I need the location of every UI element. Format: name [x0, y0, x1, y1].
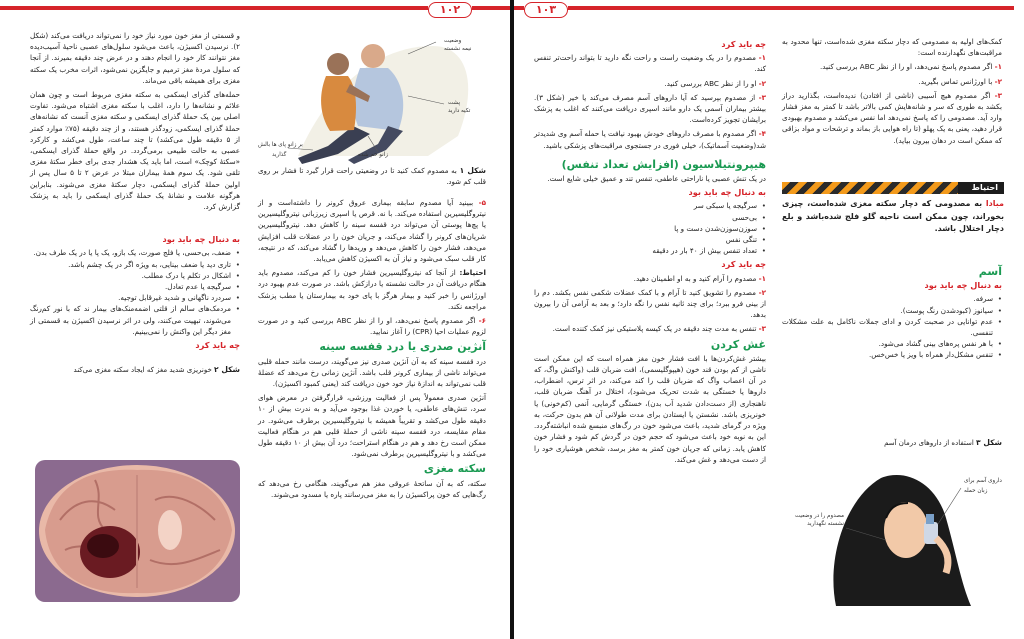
figure-3-caption-text: استفاده از داروهای درمان آسم	[884, 439, 974, 447]
step-number: ۲-	[758, 287, 766, 297]
list-item: • سرگیجه یا سبکی سر	[534, 200, 766, 211]
figure-1-label-knee-bent: زانو خم شده	[358, 152, 388, 158]
figure-3-caption	[782, 438, 1002, 449]
figure-1-label: شکل ۱	[459, 166, 486, 175]
step-text: ببینید آیا مصدوم سابقه بیماری عروق کرونر را داشته‌است و از نیتروگلیسیرین استفاده می‌کند. با نه. قرص یا اسپری زیرزبانی نیتروگلیسیرین یا پچ‌ها پوستی آن می‌تواند درد قفسه سینه را کاهش دهد. نیتروگلیسیرین شریان‌های کرونر را گشاد می‌کند، و جریان خون را در عضلات قلب افزایش می‌دهد، فشار خون را کاهش می‌دهد و وریدها را گشاد می‌کند، که در نتیجه، کار قلب سبک می‌شود و نیاز آن به اکسیژن کاهش می‌یابد.	[258, 198, 486, 264]
list-item: • مردمک‌های سالم از قلتی اضمه‌منک‌های بیمار ند که با نور کم‌رنگ می‌شوند، تبهیت می‌کنند، ولی در اثر نرسیدن اکسیژن به قسمتی از مغز دیگر این واکنش را نمی‌بینیم.	[30, 303, 240, 337]
right-page-right-column	[782, 36, 1002, 149]
figure-2-caption	[30, 365, 240, 376]
asthma-heading: آسم	[978, 265, 1002, 278]
list-item: • تاری دید یا ضعف بینایی، به ویژه اگر در یک چشم باشد.	[30, 259, 240, 270]
step-number: ۴-	[758, 129, 766, 139]
step-number: ۱-	[758, 53, 766, 63]
figure-1-label-lean: تکیه دارید	[448, 108, 471, 114]
step-text: او را از نظر ABC بررسی کنید.	[664, 78, 757, 88]
caution-title: احتیاط	[958, 182, 1004, 194]
hyperventilation-signs-list	[534, 200, 766, 256]
step-number: ۳-	[758, 324, 766, 334]
watch-heading: به دنبال چه باید بود	[924, 280, 1002, 291]
caution-lead: مبادا	[985, 199, 1004, 208]
list-item: • عدم توانایی در صحبت کردن و ادای جملات ناکامل به علت مشکلات تنفسی.	[782, 316, 1002, 338]
step	[534, 273, 766, 284]
list-item: • بی‌حسی	[534, 212, 766, 223]
left-page-left-column	[30, 30, 240, 376]
page-number: ۱۰۲	[428, 2, 472, 18]
angina-paragraph: درد قفسه سینه که به آن آنژین صدری نیز می‌گویند، درست مانند حمله قلبی می‌تواند ناشی از بیماری کرونر قلب باشد. آنژین زمانی رخ می‌دهد که عضلهٔ قلب نمی‌تواند به اندازهٔ نیاز خود خون دریافت کند (یعنی کمبود اکسیژن).	[258, 356, 486, 389]
step-text: از مصدوم بپرسید که آیا داروهای آسم مصرف می‌کند یا خیر (شکل ۳). بیشتر بیماران آسمی یک دارو مانند اسپری دریافت می‌کنند که اغلب به پزشک برایشان تجویز کرده‌است.	[534, 92, 766, 125]
caution-text: از آنجا که نیتروگلیسیرین فشار خون را کم می‌کند، مصدوم باید هنگام دریافت آن در حالت نشسته یا درازکش باشد. در صورت عدم بهبود درد اورژانس را خبر کنید و بیمار هرگز با پای خود به بیمارستان یا مطب پزشک مراجعه نکند.	[258, 268, 486, 311]
step	[782, 76, 1002, 87]
caution-stripe	[782, 182, 958, 194]
step	[534, 128, 766, 150]
step-number: ۲-	[758, 78, 766, 88]
asthma-signs-list	[782, 293, 1002, 360]
fainting-heading: غش کردن	[710, 337, 766, 351]
list-item: • سرگیجه یا عدم تعادل.	[30, 281, 240, 292]
list-item: • سیانوز (کبودشدن رنگ پوست).	[782, 305, 1002, 316]
left-page	[0, 0, 510, 639]
list-item: • سوزن‌سوزن‌شدن دست و پا	[534, 223, 766, 234]
figure-1-label-place: گذارید	[272, 152, 287, 158]
figure-3-label-sitting: مصدوم را در وضعیت نشسته نگهدارید	[794, 513, 844, 527]
step-text: با اورژانس تماس بگیرید.	[918, 76, 993, 86]
list-item: • تعداد تنفس بیش از ۴۰ بار در دقیقه	[534, 245, 766, 256]
caution-text: به مصدومی که دچار سکته مغزی شده‌است، چیزی بخوراند، چون ممکن است ناحیه گلو فلج شده‌باشد و بلع دچار اختلال باشد.	[782, 199, 1004, 233]
stroke-heading: سکته مغزی	[423, 462, 486, 476]
figure-1	[258, 26, 486, 166]
todo-heading-2: چه باید کرد	[721, 259, 766, 270]
step	[534, 78, 766, 89]
step-number: ۲-	[994, 76, 1002, 86]
step-text: اگر مصدوم پاسخ نمی‌دهد، او را از نظر ABC بررسی کنید.	[819, 62, 993, 72]
figure-3-label: شکل ۳	[976, 438, 1002, 447]
step-text: تنفس به مدت چند دقیقه در یک کیسه پلاستیکی نیز کمک کننده است.	[552, 324, 757, 334]
figure-1-caption	[258, 166, 486, 187]
step-text: مصدوم را در یک وضعیت راست و راحت نگه دارید تا بتواند راحت‌تر تنفس کند.	[534, 53, 766, 74]
step	[534, 52, 766, 74]
list-item: • اشکال در تکلم یا درک مطلب.	[30, 270, 240, 281]
figure-1-label-position: وضعیت	[444, 38, 462, 44]
list-item: • سرفه.	[782, 293, 1002, 304]
list-item: • تنفس مشکل‌دار همراه با ویز یا خس‌خس.	[782, 349, 1002, 360]
step-text: مصدوم را آرام کنید و به او اطمینان دهید.	[633, 273, 757, 283]
step-number: ۱-	[758, 273, 766, 283]
nitro-paragraph	[258, 197, 486, 264]
hyperventilation-heading: هیپرونتیلاسیون (افزایش تعداد تنفس)	[561, 157, 766, 171]
angina-paragraph-2: آنژین صدری معمولاً پس از فعالیت ورزشی، قرارگرفتن در معرض هوای سرد، تنش‌های عاطفی، یا خوردن غذا بوجود می‌آید و به ندرت بیش از ۱۰ دقیقه طول می‌کشد و تقریباً همیشه با نیتروگلیسیرین برطرف می‌شود. در مقام مقایسه، درد قفسه سینه ناشی از حملهٔ قلبی هم در هنگام فعالیت ممکن است رخ دهد و هم در هنگام استراحت؛ درد آن بیش از ۱۰ دقیقه طول می‌کشد و با نیتروگلیسیرین برطرف نمی‌شود.	[258, 393, 486, 459]
figure-2-caption-text: خونریزی شدید مغز که ایجاد سکته مغزی می‌کند	[73, 366, 212, 375]
list-item: • ضعف، بی‌حسی، یا فلج صورت، یک بازو، یک پا یا در یک طرف بدن.	[30, 247, 240, 258]
figure-3	[786, 458, 1006, 606]
step-text: اگر مصدوم پاسخ نمی‌دهد، او را از نظر ABC بررسی کنید و در صورت لزوم عملیات احیا (CPR) را آغاز نمایید.	[258, 316, 486, 337]
fainting-paragraph: بیشتر غش‌کردن‌ها با افت فشار خون مغز همراه است که این ممکن است ناشی از کم بودن قند خون (هیپوگلیسمی)، افت ضربان قلب (واکنش واگ، که در آن اعصاب واگ که ضربان قلب را کند می‌کند، در اثر ترس، اضطراب، داروها یا خستگی به شدت تحریک می‌شود)، اختلال در آهنگ ضربان قلب، ناهنجاری (از دست‌دادن شدید آب بدن)، خستگی گرمایی، آنمی (کم‌خونی) یا خونریزی باشد. نشستن یا ایستادن برای مدت طولانی آن هم بدون حرکت، به ویژه در گرمای شدید، باعث می‌شود خون در رگ‌های منبسع شده انباشته‌گردد. این به نوبه خود باعث می‌شود که حجم خون در گردش کم شود و فشار خون کاهش یابد. زمانی که جریان خون کمتر به مغز برسد، شخص هوشیاری خود را از دست می‌دهد و غش می‌کند.	[534, 353, 766, 464]
figure-1-label-half-sitting: نیمه نشسته	[444, 46, 472, 52]
step-number: ۳-	[994, 90, 1002, 100]
step	[534, 92, 766, 126]
figure-2-label: شکل ۲	[214, 365, 240, 375]
right-page-left-column	[534, 36, 766, 468]
step	[534, 287, 766, 321]
stroke-firstaid-intro: کمک‌های اولیه به مصدومی که دچار سکته مغزی شده‌است، تنها محدود به مراقبت‌های نگهدارنده است:	[782, 37, 1002, 58]
step-number: ۵-	[478, 198, 486, 207]
step-text: اگر مصدوم هیچ آسیبی (ناشی از افتادن) ندیده‌است، بگذارید دراز بکشد به طوری که سر و شانه‌هایش کمی بالاتر باشد تا کمتر به مغز فشار وارد آید. مصدومی را که پاسخ نمی‌دهد اما نفس می‌کشد و مصدوم بهبودی قرار دهید، یعنی به یک پهلو (تا راه هوایی باز بماند و ترشحات و مواد بزاقی که ممکن است در دهان بیرون بیاید).	[782, 90, 1002, 145]
todo-heading: چه باید کرد	[721, 39, 766, 49]
page-number: ۱۰۳	[524, 2, 568, 18]
step-text: مصدوم را تشویق کنید تا آرام و با کمک عضلات شکمی نفس بکشد. دم را از بینی فرو ببرد؛ برای چند ثانیه نفس را نگه دارد؛ و بعد به آرامی آن را بیرون بدهد.	[534, 287, 766, 320]
header-bar	[472, 6, 510, 10]
brain-hemorrhage-image	[35, 460, 240, 602]
list-item: • تنگی نفس	[534, 234, 766, 245]
figure-1-label-pillow: بر زانو پای ها بالش	[258, 142, 303, 148]
step-number: ۱-	[994, 62, 1002, 72]
watch-heading: به دنبال چه باید بود	[162, 234, 240, 245]
header-bar	[514, 6, 524, 10]
tia-paragraph: حمله‌های گذرای ایسکمی به سکته مغزی مربوط است و چون همان علائم و نشانه‌ها را دارد، اغلب با سکته مغزی اشتباه می‌شود. تفاوت اصلی بین یک حملهٔ گذرای ایسکمی و سکته مغزی آنست که نشانه‌های حملهٔ گذرای ایسکمی، زودگذر هستند، و از چند دقیقه (۷۵٪ موارد کمتر از ۵ دقیقه طول می‌کشد) تا چند ساعت، طول می‌کشد و کارکرد عصبی به حالت طبیعی برمی‌گردد. در واقع حملهٔ گذرای ایسکمی، «سکتهٔ کوچک» است، اما باید یک هشدار جدی برای خطر سکتهٔ مغزی تلقی شود. یک سوم همهٔ بیماران مبتلا در عرض ۲ تا ۵ سال پس از اولین حملهٔ گذرای ایسکمی، دچار سکتهٔ مغزی می‌شوند. بنابراین هرگونه علامت و نشانهٔ یک حملهٔ گذرای ایسکمی را باید به پزشک گزارش کرد.	[30, 90, 241, 212]
step	[782, 90, 1002, 146]
list-item: • با هر نفس پره‌های بینی گشاد می‌شود.	[782, 338, 1002, 349]
right-page	[514, 0, 1024, 639]
hyperventilation-intro: در یک تنش عصبی یا ناراحتی عاطفی، تنفس تند و عمیق خیلی شایع است.	[547, 174, 766, 184]
step-number: ۶-	[478, 316, 486, 326]
caution-label: احتیاط:	[459, 268, 486, 278]
figure-3-label-inhaler: داروی آسم برای	[964, 478, 1002, 484]
figure-1-caption-text: به مصدوم کمک کنید تا در وضعیتی راحت قرار گیرد تا فشار بر روی قلب کم شود.	[258, 167, 486, 186]
asthma-section	[782, 262, 1002, 361]
figure-1-label-back: پشت	[448, 100, 461, 106]
step	[782, 61, 1002, 72]
watch-heading: به دنبال چه باید بود	[688, 187, 766, 198]
caution-box	[782, 198, 1004, 236]
abc-paragraph	[258, 315, 486, 337]
angina-heading: آنژین صدری یا درد قفسه سینه	[319, 340, 486, 354]
stroke-paragraph: سکته، که به آن ساتحهٔ عروقی مغز هم می‌گویند، هنگامی رخ می‌دهد که رگ‌هایی که خون پراکسیژن را به مغز می‌رسانند پاره یا مسدود می‌شوند.	[258, 478, 486, 499]
step-text: اگر مصدوم با مصرف داروهای خودش بهبود نیافت یا حمله آسم وی شدیدتر شد(وضعیت آسماتیک)، خیلی فوری در جستجوی مراقبت‌های پزشکی باشید.	[534, 129, 766, 150]
step-number: ۳-	[758, 92, 766, 102]
stroke-signs-list	[30, 247, 240, 337]
list-item: • سردرد ناگهانی و شدید غیرقابل توجیه.	[30, 292, 240, 303]
caution-paragraph	[258, 267, 486, 312]
stroke-continued-paragraph: و قسمتی از مغز خون مورد نیاز خود را نمی‌تواند دریافت می‌کند (شکل ۲). نرسیدن اکسیژن، باعث می‌شود سلول‌های عصبی ناحیهٔ آسیب‌دیده مغز نتوانند کار خود را انجام دهند و در عرض چند دقیقه بمیرند. از آنجا که سلول مردهٔ مغز ترمیم و جایگزین نمی‌شود، اثرات مخرب یک سکته مغزی برای همیشه باقی می‌ماند.	[30, 31, 240, 85]
left-page-right-column	[258, 166, 486, 503]
figure-3-label-attack: زبان حمله	[964, 488, 988, 494]
step	[534, 323, 766, 334]
header-bar	[568, 6, 1014, 10]
todo-heading: چه باید کرد	[195, 340, 240, 351]
header-bar	[0, 6, 428, 10]
